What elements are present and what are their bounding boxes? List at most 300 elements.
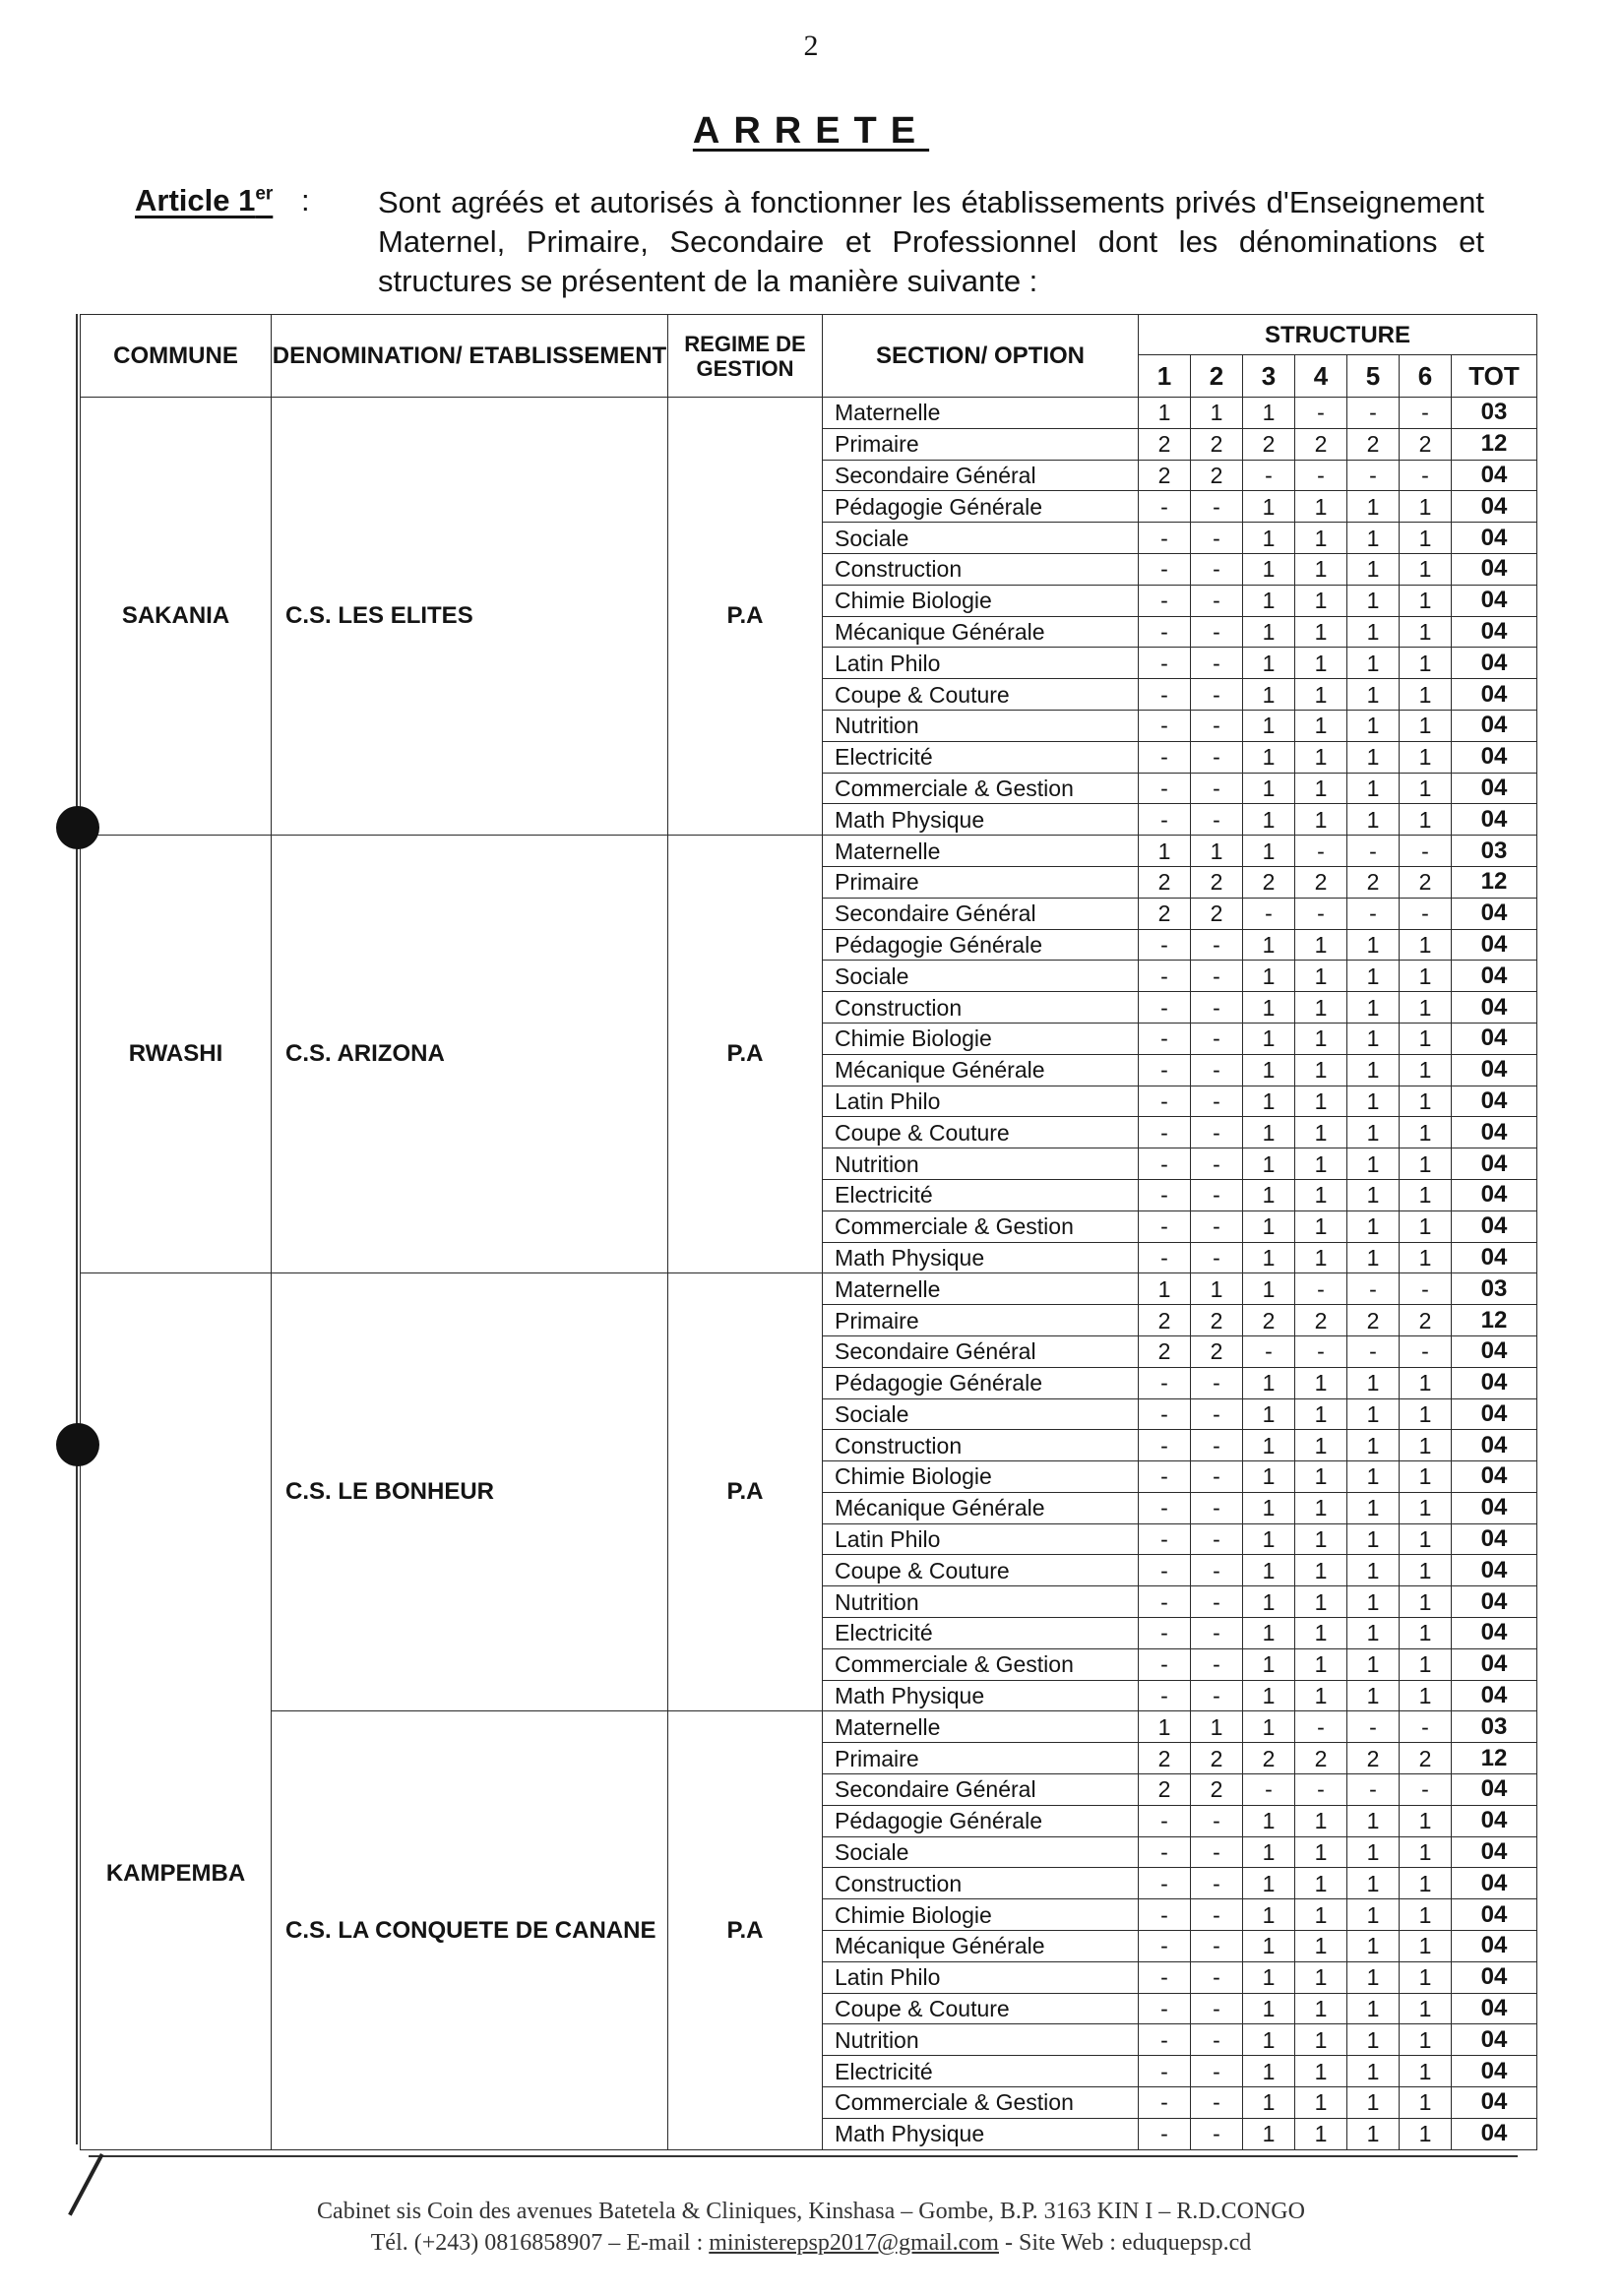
cell-section: Chimie Biologie bbox=[823, 1461, 1139, 1493]
cell-total: 04 bbox=[1452, 741, 1537, 773]
cell-total: 04 bbox=[1452, 460, 1537, 491]
cell-year-1: 2 bbox=[1139, 1743, 1191, 1774]
cell-year-2: 1 bbox=[1191, 1711, 1243, 1743]
cell-year-5: 1 bbox=[1347, 961, 1400, 992]
cell-year-3: 1 bbox=[1243, 2118, 1295, 2149]
cell-year-2: - bbox=[1191, 804, 1243, 836]
cell-year-6: - bbox=[1400, 1335, 1452, 1367]
cell-year-1: - bbox=[1139, 1618, 1191, 1649]
footer-address: Cabinet sis Coin des avenues Batetela & Cliniques, Kinshasa – Gombe, B.P. 3163 KIN I – R.D.CONGO bbox=[317, 2199, 1305, 2224]
cell-total: 04 bbox=[1452, 1023, 1537, 1054]
cell-year-6: - bbox=[1400, 1774, 1452, 1806]
cell-year-1: - bbox=[1139, 2118, 1191, 2149]
cell-section: Construction bbox=[823, 553, 1139, 585]
cell-year-3: - bbox=[1243, 898, 1295, 929]
cell-year-5: 1 bbox=[1347, 616, 1400, 648]
cell-total: 04 bbox=[1452, 1648, 1537, 1680]
cell-year-2: - bbox=[1191, 1618, 1243, 1649]
cell-year-2: - bbox=[1191, 710, 1243, 741]
cell-year-6: 1 bbox=[1400, 1086, 1452, 1117]
cell-year-3: 1 bbox=[1243, 1461, 1295, 1493]
cell-total: 12 bbox=[1452, 866, 1537, 898]
cell-year-1: - bbox=[1139, 992, 1191, 1024]
cell-year-3: - bbox=[1243, 1774, 1295, 1806]
cell-year-2: - bbox=[1191, 1868, 1243, 1899]
cell-section: Nutrition bbox=[823, 1586, 1139, 1618]
cell-year-1: - bbox=[1139, 491, 1191, 523]
cell-year-1: 1 bbox=[1139, 398, 1191, 429]
cell-total: 04 bbox=[1452, 1179, 1537, 1210]
cell-section: Electricité bbox=[823, 1179, 1139, 1210]
schools-table bbox=[80, 314, 1537, 2150]
cell-section: Nutrition bbox=[823, 1148, 1139, 1180]
cell-year-4: 1 bbox=[1295, 1899, 1347, 1931]
cell-total: 04 bbox=[1452, 1335, 1537, 1367]
cell-year-1: - bbox=[1139, 804, 1191, 836]
cell-year-2: - bbox=[1191, 1899, 1243, 1931]
article-label-text: Article 1 bbox=[135, 183, 256, 217]
cell-year-2: - bbox=[1191, 1148, 1243, 1180]
cell-year-1: 1 bbox=[1139, 836, 1191, 867]
cell-year-1: - bbox=[1139, 2056, 1191, 2087]
cell-year-2: 2 bbox=[1191, 898, 1243, 929]
cell-year-5: 1 bbox=[1347, 1899, 1400, 1931]
footer-phone: Tél. (+243) 0816858907 – E-mail : bbox=[370, 2230, 710, 2256]
cell-year-1: - bbox=[1139, 1680, 1191, 1711]
cell-year-1: - bbox=[1139, 1242, 1191, 1273]
cell-section: Commerciale & Gestion bbox=[823, 1210, 1139, 1242]
cell-year-6: 1 bbox=[1400, 1148, 1452, 1180]
cell-year-2: - bbox=[1191, 1492, 1243, 1523]
cell-year-2: - bbox=[1191, 1398, 1243, 1430]
cell-year-5: - bbox=[1347, 1335, 1400, 1367]
document-title bbox=[0, 110, 1622, 153]
cell-year-1: - bbox=[1139, 1993, 1191, 2024]
cell-year-2: - bbox=[1191, 1648, 1243, 1680]
cell-year-5: 1 bbox=[1347, 1086, 1400, 1117]
cell-total: 04 bbox=[1452, 491, 1537, 523]
cell-year-5: 1 bbox=[1347, 1931, 1400, 1962]
table-row bbox=[81, 398, 1537, 429]
header-regime: REGIME DE GESTION bbox=[668, 315, 823, 398]
cell-year-6: - bbox=[1400, 460, 1452, 491]
cell-section: Coupe & Couture bbox=[823, 1117, 1139, 1148]
cell-total: 04 bbox=[1452, 553, 1537, 585]
cell-year-1: - bbox=[1139, 1899, 1191, 1931]
cell-year-5: - bbox=[1347, 836, 1400, 867]
cell-section: Primaire bbox=[823, 1743, 1139, 1774]
cell-year-4: - bbox=[1295, 1335, 1347, 1367]
cell-year-4: - bbox=[1295, 1273, 1347, 1305]
cell-year-3: 1 bbox=[1243, 1961, 1295, 1993]
cell-year-3: 1 bbox=[1243, 1618, 1295, 1649]
cell-year-4: 1 bbox=[1295, 1680, 1347, 1711]
cell-year-5: 1 bbox=[1347, 1805, 1400, 1836]
cell-year-5: 1 bbox=[1347, 1398, 1400, 1430]
header-year-3: 3 bbox=[1243, 355, 1295, 398]
cell-year-5: 1 bbox=[1347, 1836, 1400, 1868]
cell-year-5: 1 bbox=[1347, 491, 1400, 523]
cell-year-1: - bbox=[1139, 648, 1191, 679]
cell-section: Coupe & Couture bbox=[823, 679, 1139, 711]
cell-year-2: - bbox=[1191, 741, 1243, 773]
cell-year-3: 1 bbox=[1243, 523, 1295, 554]
cell-year-3: 1 bbox=[1243, 553, 1295, 585]
cell-year-6: 1 bbox=[1400, 1492, 1452, 1523]
cell-year-2: - bbox=[1191, 1555, 1243, 1586]
cell-section: Secondaire Général bbox=[823, 898, 1139, 929]
cell-year-4: 1 bbox=[1295, 929, 1347, 961]
cell-year-6: 1 bbox=[1400, 992, 1452, 1024]
table-header bbox=[81, 315, 1537, 398]
cell-section: Construction bbox=[823, 1868, 1139, 1899]
cell-year-2: 2 bbox=[1191, 866, 1243, 898]
cell-year-3: 1 bbox=[1243, 929, 1295, 961]
cell-total: 04 bbox=[1452, 1210, 1537, 1242]
cell-year-5: 2 bbox=[1347, 1305, 1400, 1336]
cell-year-4: 1 bbox=[1295, 992, 1347, 1024]
cell-section: Sociale bbox=[823, 961, 1139, 992]
cell-year-4: 1 bbox=[1295, 961, 1347, 992]
article-label bbox=[135, 183, 273, 218]
cell-establishment: C.S. LE BONHEUR bbox=[272, 1273, 668, 1711]
cell-year-1: - bbox=[1139, 929, 1191, 961]
cell-year-1: - bbox=[1139, 1117, 1191, 1148]
header-year-6: 6 bbox=[1400, 355, 1452, 398]
cell-total: 04 bbox=[1452, 1054, 1537, 1086]
cell-year-2: - bbox=[1191, 1242, 1243, 1273]
cell-total: 04 bbox=[1452, 929, 1537, 961]
cell-year-1: - bbox=[1139, 1023, 1191, 1054]
cell-year-6: 1 bbox=[1400, 1805, 1452, 1836]
cell-section: Pédagogie Générale bbox=[823, 1367, 1139, 1398]
cell-total: 04 bbox=[1452, 1931, 1537, 1962]
cell-year-1: 2 bbox=[1139, 460, 1191, 491]
cell-section: Chimie Biologie bbox=[823, 585, 1139, 616]
cell-section: Mécanique Générale bbox=[823, 1054, 1139, 1086]
cell-year-5: 2 bbox=[1347, 428, 1400, 460]
cell-year-4: 1 bbox=[1295, 1367, 1347, 1398]
cell-year-1: - bbox=[1139, 616, 1191, 648]
cell-total: 04 bbox=[1452, 648, 1537, 679]
cell-year-3: 1 bbox=[1243, 491, 1295, 523]
cell-year-3: 1 bbox=[1243, 1868, 1295, 1899]
article-text: Sont agréés et autorisés à fonctionner les établissements privés d'Enseignement Maternel, Primaire, Secondaire et Professionnel dont les dénominations et structures se présentent de la manière suivante : bbox=[378, 185, 1484, 298]
cell-section: Latin Philo bbox=[823, 648, 1139, 679]
cell-year-6: - bbox=[1400, 836, 1452, 867]
cell-year-4: 2 bbox=[1295, 866, 1347, 898]
cell-year-6: 1 bbox=[1400, 710, 1452, 741]
cell-year-5: 1 bbox=[1347, 523, 1400, 554]
cell-year-3: 1 bbox=[1243, 961, 1295, 992]
cell-year-5: 1 bbox=[1347, 2087, 1400, 2119]
cell-year-6: - bbox=[1400, 898, 1452, 929]
cell-year-6: 1 bbox=[1400, 741, 1452, 773]
cell-year-5: 1 bbox=[1347, 2118, 1400, 2149]
cell-year-2: - bbox=[1191, 1210, 1243, 1242]
cell-year-4: 1 bbox=[1295, 1993, 1347, 2024]
cell-year-6: 1 bbox=[1400, 961, 1452, 992]
cell-year-2: - bbox=[1191, 1086, 1243, 1117]
cell-year-3: 1 bbox=[1243, 616, 1295, 648]
cell-year-1: - bbox=[1139, 773, 1191, 804]
cell-total: 04 bbox=[1452, 1148, 1537, 1180]
cell-year-4: 1 bbox=[1295, 804, 1347, 836]
cell-year-1: - bbox=[1139, 1148, 1191, 1180]
cell-year-4: 1 bbox=[1295, 773, 1347, 804]
cell-year-6: 1 bbox=[1400, 773, 1452, 804]
cell-total: 03 bbox=[1452, 1711, 1537, 1743]
cell-year-2: - bbox=[1191, 1461, 1243, 1493]
cell-year-4: 2 bbox=[1295, 1305, 1347, 1336]
cell-year-3: 1 bbox=[1243, 804, 1295, 836]
cell-year-3: 1 bbox=[1243, 1179, 1295, 1210]
punch-hole bbox=[56, 1423, 99, 1466]
cell-year-5: 1 bbox=[1347, 741, 1400, 773]
cell-year-5: - bbox=[1347, 460, 1400, 491]
cell-section: Commerciale & Gestion bbox=[823, 2087, 1139, 2119]
cell-establishment: C.S. ARIZONA bbox=[272, 836, 668, 1273]
cell-commune: KAMPEMBA bbox=[81, 1273, 272, 2149]
cell-year-1: - bbox=[1139, 1179, 1191, 1210]
cell-year-3: 1 bbox=[1243, 2056, 1295, 2087]
cell-year-6: 1 bbox=[1400, 616, 1452, 648]
cell-year-6: 2 bbox=[1400, 866, 1452, 898]
cell-year-5: 1 bbox=[1347, 1523, 1400, 1555]
cell-year-5: 1 bbox=[1347, 1148, 1400, 1180]
cell-total: 04 bbox=[1452, 1961, 1537, 1993]
cell-year-4: 1 bbox=[1295, 523, 1347, 554]
cell-year-1: 2 bbox=[1139, 1305, 1191, 1336]
cell-year-5: 1 bbox=[1347, 710, 1400, 741]
cell-commune: SAKANIA bbox=[81, 398, 272, 836]
cell-year-1: - bbox=[1139, 2024, 1191, 2056]
cell-year-1: 2 bbox=[1139, 898, 1191, 929]
cell-year-5: 1 bbox=[1347, 1868, 1400, 1899]
cell-year-1: - bbox=[1139, 2087, 1191, 2119]
header-year-5: 5 bbox=[1347, 355, 1400, 398]
cell-year-6: 1 bbox=[1400, 1054, 1452, 1086]
cell-total: 04 bbox=[1452, 616, 1537, 648]
footer-contact bbox=[0, 2230, 1622, 2257]
cell-total: 04 bbox=[1452, 2087, 1537, 2119]
cell-year-3: 1 bbox=[1243, 1805, 1295, 1836]
cell-total: 04 bbox=[1452, 1242, 1537, 1273]
cell-section: Sociale bbox=[823, 1398, 1139, 1430]
cell-year-2: 2 bbox=[1191, 428, 1243, 460]
cell-year-4: 1 bbox=[1295, 2087, 1347, 2119]
cell-year-1: - bbox=[1139, 1555, 1191, 1586]
cell-total: 04 bbox=[1452, 2056, 1537, 2087]
cell-total: 04 bbox=[1452, 679, 1537, 711]
cell-year-4: 1 bbox=[1295, 2024, 1347, 2056]
cell-year-4: 1 bbox=[1295, 1461, 1347, 1493]
cell-year-4: 1 bbox=[1295, 1618, 1347, 1649]
cell-regime: P.A bbox=[668, 836, 823, 1273]
cell-year-6: 1 bbox=[1400, 1210, 1452, 1242]
cell-year-3: - bbox=[1243, 1335, 1295, 1367]
cell-year-1: - bbox=[1139, 1523, 1191, 1555]
cell-year-5: 1 bbox=[1347, 773, 1400, 804]
document-title-text: ARRETE bbox=[692, 110, 930, 152]
cell-year-1: - bbox=[1139, 1461, 1191, 1493]
cell-total: 04 bbox=[1452, 992, 1537, 1024]
cell-regime: P.A bbox=[668, 398, 823, 836]
cell-total: 03 bbox=[1452, 1273, 1537, 1305]
cell-year-1: - bbox=[1139, 961, 1191, 992]
cell-total: 04 bbox=[1452, 961, 1537, 992]
cell-section: Math Physique bbox=[823, 2118, 1139, 2149]
cell-year-6: 2 bbox=[1400, 428, 1452, 460]
cell-year-2: - bbox=[1191, 585, 1243, 616]
cell-year-4: 1 bbox=[1295, 616, 1347, 648]
cell-year-4: - bbox=[1295, 1711, 1347, 1743]
cell-year-6: 1 bbox=[1400, 2118, 1452, 2149]
cell-year-4: 1 bbox=[1295, 1836, 1347, 1868]
cell-year-5: - bbox=[1347, 1711, 1400, 1743]
cell-year-3: 1 bbox=[1243, 1555, 1295, 1586]
cell-year-2: - bbox=[1191, 2087, 1243, 2119]
cell-section: Construction bbox=[823, 1430, 1139, 1461]
punch-hole bbox=[56, 806, 99, 849]
cell-section: Secondaire Général bbox=[823, 460, 1139, 491]
cell-year-6: 1 bbox=[1400, 929, 1452, 961]
cell-year-5: 1 bbox=[1347, 1054, 1400, 1086]
cell-year-6: 1 bbox=[1400, 491, 1452, 523]
cell-section: Math Physique bbox=[823, 1680, 1139, 1711]
header-commune: COMMUNE bbox=[81, 315, 272, 398]
cell-total: 04 bbox=[1452, 1805, 1537, 1836]
cell-year-2: - bbox=[1191, 2118, 1243, 2149]
cell-year-1: - bbox=[1139, 1961, 1191, 1993]
cell-year-2: - bbox=[1191, 1961, 1243, 1993]
cell-year-1: 2 bbox=[1139, 866, 1191, 898]
cell-year-4: 1 bbox=[1295, 1586, 1347, 1618]
cell-year-3: 1 bbox=[1243, 1273, 1295, 1305]
cell-year-2: - bbox=[1191, 1179, 1243, 1210]
cell-section: Pédagogie Générale bbox=[823, 491, 1139, 523]
cell-year-1: - bbox=[1139, 741, 1191, 773]
cell-year-3: 2 bbox=[1243, 1305, 1295, 1336]
cell-year-1: 2 bbox=[1139, 1774, 1191, 1806]
cell-year-1: - bbox=[1139, 1210, 1191, 1242]
cell-year-5: 1 bbox=[1347, 648, 1400, 679]
cell-year-2: - bbox=[1191, 553, 1243, 585]
cell-year-3: 1 bbox=[1243, 1148, 1295, 1180]
footer-email-link[interactable]: ministerepsp2017@gmail.com bbox=[709, 2230, 999, 2256]
cell-total: 04 bbox=[1452, 1555, 1537, 1586]
cell-year-3: 2 bbox=[1243, 1743, 1295, 1774]
cell-year-6: 1 bbox=[1400, 1117, 1452, 1148]
cell-year-1: - bbox=[1139, 553, 1191, 585]
cell-year-4: 1 bbox=[1295, 1805, 1347, 1836]
cell-total: 04 bbox=[1452, 1398, 1537, 1430]
cell-year-2: - bbox=[1191, 616, 1243, 648]
cell-year-2: - bbox=[1191, 2056, 1243, 2087]
cell-year-3: 1 bbox=[1243, 1398, 1295, 1430]
table-body bbox=[81, 398, 1537, 2150]
cell-year-5: 1 bbox=[1347, 1555, 1400, 1586]
cell-year-3: 1 bbox=[1243, 1242, 1295, 1273]
cell-total: 04 bbox=[1452, 523, 1537, 554]
cell-year-2: - bbox=[1191, 1680, 1243, 1711]
cell-year-4: 1 bbox=[1295, 1023, 1347, 1054]
cell-section: Chimie Biologie bbox=[823, 1899, 1139, 1931]
cell-total: 04 bbox=[1452, 1117, 1537, 1148]
cell-commune: RWASHI bbox=[81, 836, 272, 1273]
cell-section: Construction bbox=[823, 992, 1139, 1024]
cell-year-4: 1 bbox=[1295, 679, 1347, 711]
cell-year-4: 2 bbox=[1295, 428, 1347, 460]
cell-year-6: 1 bbox=[1400, 1430, 1452, 1461]
cell-year-6: 1 bbox=[1400, 1868, 1452, 1899]
cell-year-3: 1 bbox=[1243, 741, 1295, 773]
cell-total: 12 bbox=[1452, 1305, 1537, 1336]
cell-year-6: 1 bbox=[1400, 1555, 1452, 1586]
cell-year-5: - bbox=[1347, 398, 1400, 429]
cell-year-5: - bbox=[1347, 1273, 1400, 1305]
header-total: TOT bbox=[1452, 355, 1537, 398]
cell-year-4: 1 bbox=[1295, 1210, 1347, 1242]
cell-year-5: 1 bbox=[1347, 1367, 1400, 1398]
header-year-4: 4 bbox=[1295, 355, 1347, 398]
cell-establishment: C.S. LES ELITES bbox=[272, 398, 668, 836]
cell-year-4: 1 bbox=[1295, 491, 1347, 523]
cell-section: Chimie Biologie bbox=[823, 1023, 1139, 1054]
cell-year-6: 1 bbox=[1400, 1680, 1452, 1711]
cell-year-4: 1 bbox=[1295, 1179, 1347, 1210]
cell-year-5: 1 bbox=[1347, 1179, 1400, 1210]
cell-total: 03 bbox=[1452, 398, 1537, 429]
cell-year-5: 1 bbox=[1347, 2024, 1400, 2056]
cell-year-6: 1 bbox=[1400, 1023, 1452, 1054]
header-denomination: DENOMINATION/ ETABLISSEMENT bbox=[272, 315, 668, 398]
cell-year-3: 1 bbox=[1243, 1836, 1295, 1868]
cell-year-2: - bbox=[1191, 773, 1243, 804]
cell-year-4: 1 bbox=[1295, 1430, 1347, 1461]
cell-year-3: 1 bbox=[1243, 1210, 1295, 1242]
cell-section: Math Physique bbox=[823, 804, 1139, 836]
cell-year-2: - bbox=[1191, 2024, 1243, 2056]
cell-year-4: 1 bbox=[1295, 2056, 1347, 2087]
cell-year-1: - bbox=[1139, 1430, 1191, 1461]
cell-section: Secondaire Général bbox=[823, 1774, 1139, 1806]
cell-year-2: - bbox=[1191, 523, 1243, 554]
cell-total: 04 bbox=[1452, 1680, 1537, 1711]
cell-year-1: - bbox=[1139, 1398, 1191, 1430]
cell-total: 03 bbox=[1452, 836, 1537, 867]
cell-year-1: - bbox=[1139, 710, 1191, 741]
footer-website: - Site Web : eduquepsp.cd bbox=[998, 2230, 1252, 2256]
cell-year-4: 1 bbox=[1295, 1148, 1347, 1180]
cell-year-5: 1 bbox=[1347, 1680, 1400, 1711]
cell-year-4: 1 bbox=[1295, 585, 1347, 616]
cell-total: 04 bbox=[1452, 1492, 1537, 1523]
footer-divider bbox=[89, 2155, 1518, 2157]
cell-year-5: 1 bbox=[1347, 1023, 1400, 1054]
cell-section: Coupe & Couture bbox=[823, 1993, 1139, 2024]
cell-year-6: 1 bbox=[1400, 1461, 1452, 1493]
cell-year-4: 1 bbox=[1295, 1492, 1347, 1523]
binding-margin-line bbox=[76, 314, 78, 2144]
cell-year-5: 1 bbox=[1347, 1117, 1400, 1148]
cell-year-5: 1 bbox=[1347, 1993, 1400, 2024]
cell-year-6: - bbox=[1400, 1273, 1452, 1305]
cell-total: 04 bbox=[1452, 2118, 1537, 2149]
cell-year-5: 2 bbox=[1347, 1743, 1400, 1774]
cell-year-1: - bbox=[1139, 1492, 1191, 1523]
cell-year-3: 1 bbox=[1243, 2087, 1295, 2119]
